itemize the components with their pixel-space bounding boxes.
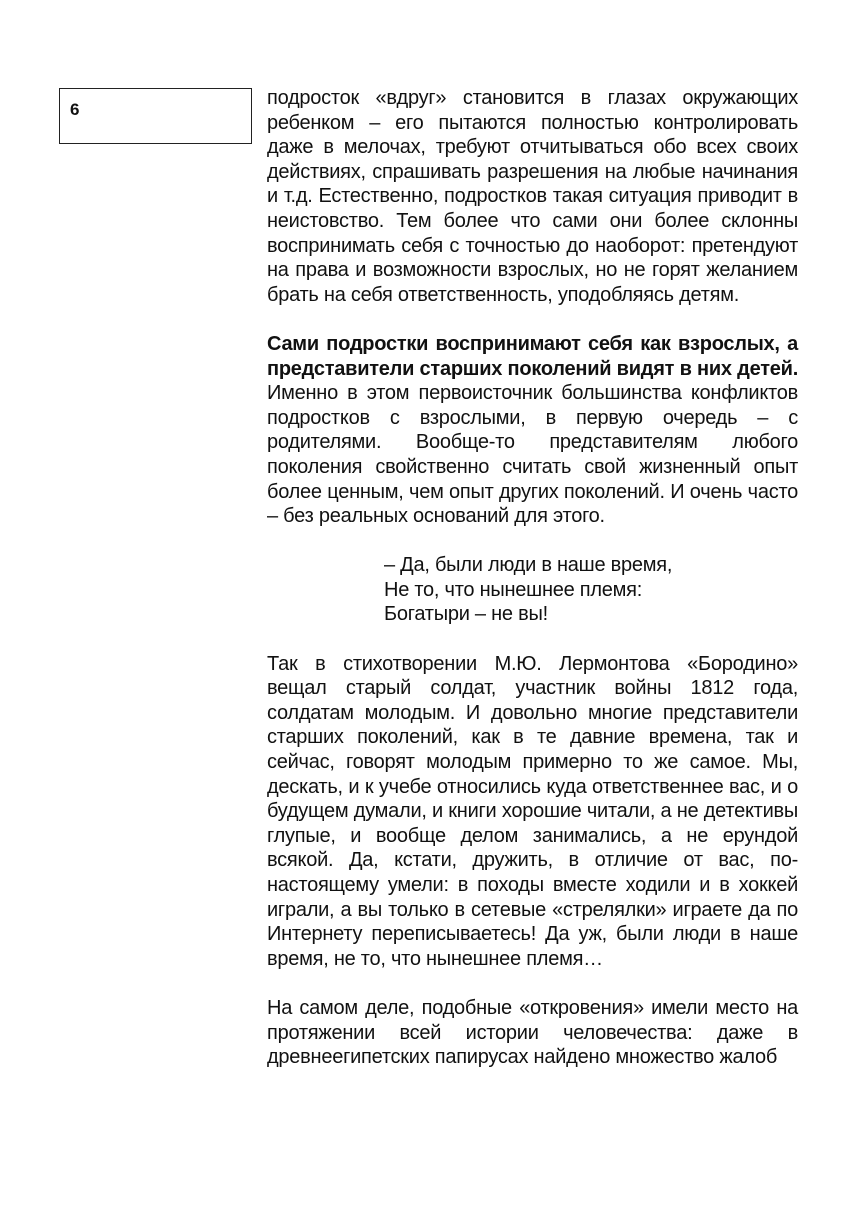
- verse-line-3: Богатыри – не вы!: [384, 603, 548, 626]
- page-number-box: [59, 88, 252, 144]
- paragraph-3: Так в стихотворении М.Ю. Лермонтова «Бородино» вещал старый солдат, участник войны 1812 года, солдатам молодым. И довольно многие представители старших поколений, как в те давние времена, так и сейчас, говорят молодым примерно то же самое. Мы, дескать, и к учебе относились куда ответственнее вас, и о будущем думали, и книги хорошие читали, а не детективы глупые, и вообще делом занимались, а не ерундой всякой. Да, кстати, дружить, в отличие от вас, по-настоящему умели: в походы вместе ходили и в хоккей играли, а вы только в сетевые «стрелялки» играете да по Интернету переписываетесь! Да уж, были люди в наше время, не то, что нынешнее племя…: [267, 652, 798, 970]
- verse-quote: [384, 553, 798, 627]
- verse-line-1: – Да, были люди в наше время,: [384, 554, 673, 577]
- paragraph-2: [267, 332, 798, 529]
- paragraph-4: На самом деле, подобные «откровения» имели место на протяжении всей истории человечества: даже в древнеегипетских папирусах найдено множество жалоб: [267, 996, 798, 1069]
- verse-line-2: Не то, что нынешнее племя:: [384, 578, 643, 601]
- paragraph-2-text: Именно в этом первоисточник большинства конфликтов подростков с взрослыми, в первую очередь – с родителями. Вообще-то представителям любого поколения свойственно считать свой жизненный опыт более ценным, чем опыт других поколений. И очень часто – без реальных оснований для этого.: [267, 382, 798, 528]
- main-text-column: [267, 86, 798, 1070]
- paragraph-2-bold-lead: Сами подростки воспринимают себя как взрослых, а представители старших поколений видят в них детей.: [267, 332, 798, 380]
- page-number: 6: [70, 100, 80, 119]
- paragraph-1: подросток «вдруг» становится в глазах окружающих ребенком – его пытаются полностью контролировать даже в мелочах, требуют отчитываться обо всех своих действиях, спрашивать разрешения на любые начинания и т.д. Естественно, подростков такая ситуация приводит в неистовство. Тем более что сами они более склонны воспринимать себя с точностью до наоборот: претендуют на права и возможности взрослых, но не горят желанием брать на себя ответственность, уподобляясь детям.: [267, 87, 798, 306]
